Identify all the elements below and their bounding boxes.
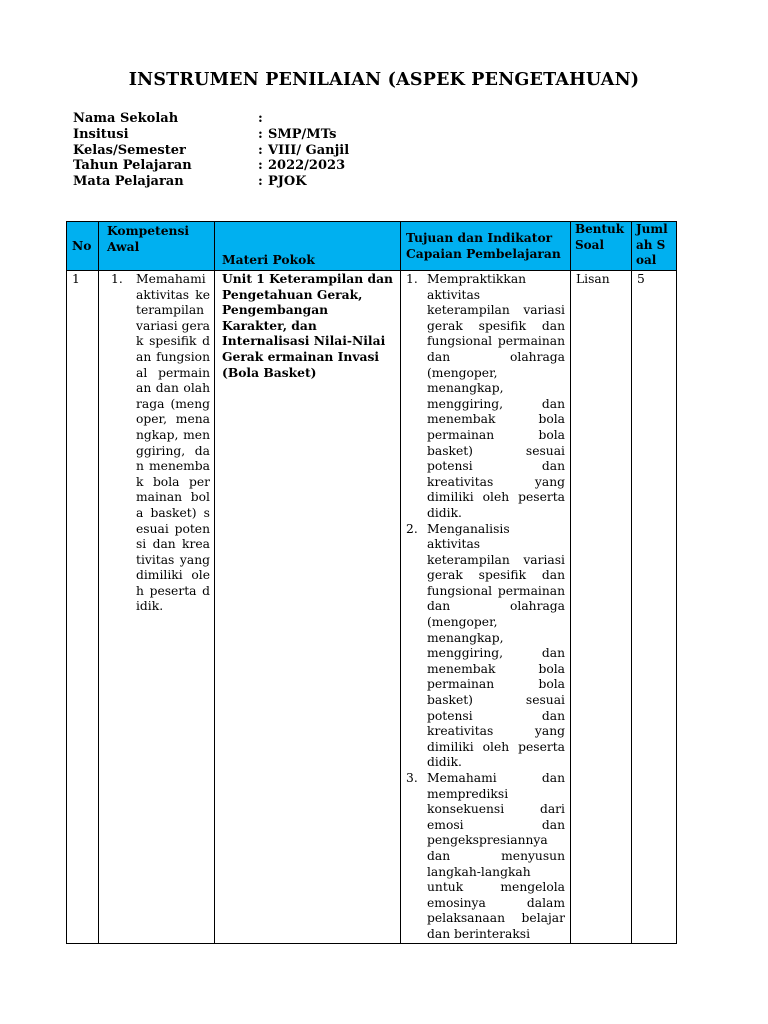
list-item-number: 1. [406, 272, 418, 286]
table-header-row [67, 222, 677, 271]
header-jumlah-soal [632, 222, 677, 271]
info-value: 2022/2023 [268, 158, 346, 174]
materi-pokok-text: Unit 1 Keterampilan dan Pengetahuan Gerak, Pengembangan Karakter, dan Internalisasi Nilai-Nilai Gerak ermainan Invasi (Bola Basket) [222, 271, 393, 380]
document-title: INSTRUMEN PENILAIAN (ASPEK PENGETAHUAN) [128, 70, 640, 90]
list-item-text: Menganalisis aktivitas keterampilan variasi gerak spesifik dan fungsional permainan dan olahraga (mengoper, menangkap, menggiring, dan menembak bola permainan bola basket) sesuai potensi dan kreativitas yang dimiliki oleh peserta didik. [427, 521, 565, 770]
info-colon: : [258, 158, 263, 174]
info-row-mata-pelajaran [73, 174, 349, 190]
header-tujuan [401, 222, 571, 271]
info-value: SMP/MTs [268, 126, 337, 142]
info-colon: : [258, 111, 263, 126]
header-tujuan-label: Tujuan dan Indikator Capaian Pembelajaran [406, 230, 561, 261]
header-bentuk-soal [571, 222, 632, 271]
list-item-number: 3. [406, 771, 418, 785]
list-item [406, 522, 565, 772]
info-row-kelas-semester [73, 143, 349, 159]
list-item-text: Mempraktikkan aktivitas keterampilan variasi gerak spesifik dan fungsional permainan dan olahraga (mengoper, menangkap, menggiring, dan menembak bola permainan bola basket) sesuai potensi dan kreativitas yang dimiliki oleh peserta didik. [427, 272, 565, 520]
info-row-tahun-pelajaran [73, 158, 349, 174]
list-item [99, 272, 210, 615]
cell-no: 1 [67, 271, 99, 944]
header-kompetensi-awal-label: Kompetensi Awal [107, 223, 190, 254]
info-label: Tahun Pelajaran [73, 158, 192, 174]
info-row-institusi [73, 127, 349, 143]
info-label: Nama Sekolah [73, 111, 179, 126]
info-value: VIII/ Ganjil [268, 142, 350, 158]
header-jumlah-soal-label: Jumlah Soal [636, 222, 668, 268]
cell-jumlah-soal: 5 [632, 271, 677, 944]
header-materi-pokok [215, 222, 401, 271]
info-label: Insitusi [73, 126, 129, 142]
info-row-nama-sekolah [73, 111, 349, 127]
list-item [406, 771, 565, 943]
cell-kompetensi-awal [99, 271, 215, 944]
table-row [67, 271, 677, 944]
info-label: Mata Pelajaran [73, 174, 184, 190]
info-value: PJOK [268, 174, 307, 190]
assessment-table [66, 221, 677, 944]
cell-materi-pokok [215, 271, 401, 944]
info-colon: : [258, 142, 263, 158]
header-materi-pokok-label: Materi Pokok [222, 252, 315, 268]
cell-bentuk-soal: Lisan [571, 271, 632, 944]
cell-tujuan [401, 271, 571, 944]
document-info [73, 111, 349, 190]
info-colon: : [258, 126, 263, 142]
list-item-text: Memahami dan memprediksi konsekuensi dari emosi dan pengekspresiannya dan menyusun langkah-langkah untuk mengelola emosinya dalam pelaksanaan belajar dan berinteraksi [427, 771, 565, 941]
tujuan-list [406, 272, 565, 943]
header-no: No [67, 222, 99, 271]
header-kompetensi-awal [99, 222, 215, 271]
info-label: Kelas/Semester [73, 142, 186, 158]
list-item [406, 272, 565, 522]
list-item-number: 2. [406, 521, 418, 536]
kompetensi-list [99, 272, 210, 615]
header-bentuk-soal-label: Bentuk Soal [575, 222, 625, 252]
list-item-number: 1. [111, 272, 123, 286]
list-item-text: Memahami aktivitas keterampilan variasi gerak spesifik dan fungsional permainan dan olahraga (mengoper, menangkap, menggiring, dan menembak bola permainan bola basket) sesuai potensi dan kreativitas yang dimiliki oleh peserta didik. [136, 272, 210, 614]
info-colon: : [258, 174, 263, 190]
